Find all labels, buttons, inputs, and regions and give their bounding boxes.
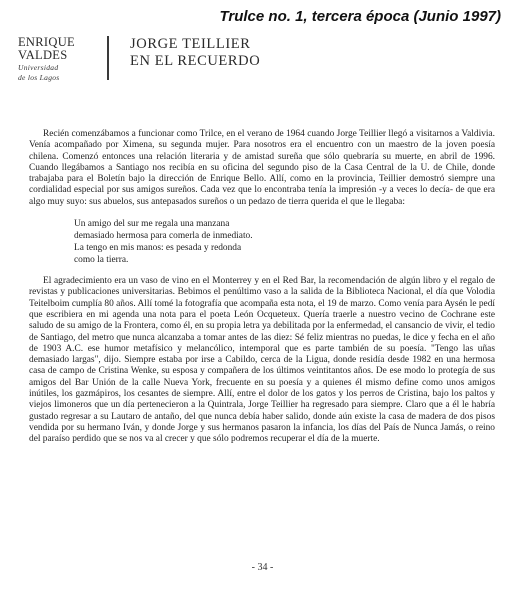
author-affiliation-line2: de los Lagos — [18, 73, 60, 82]
article-title — [130, 36, 260, 70]
verse-line-2: demasiado hermosa para comerla de inmediato. — [74, 231, 253, 242]
page-number: - 34 - — [251, 562, 274, 573]
article-header — [18, 36, 508, 96]
paragraph-2: El agradecimiento era un vaso de vino en el Monterrey y en el Red Bar, la recomendación de algún libro y el regalo de revistas y publicaciones universitarias. Bebimos el penúltimo vaso a la salida de la Biblioteca Nacional, el día que Volodia Teitelboim cumplía 80 años. Allí tomé la fotografía que acompaña esta nota, el 19 de marzo. Como venía para Aysén le pedí que escribiera en mi agenda una nota para el poeta León Ocqueteux. Quería traerle a nuestro vecino de Cochrane este saludo de su amigo de la Frontera, como él, en su propia letra ya debilitada por la enfermedad, el cansancio de vivir, el tedio de Santiago, del metro que nunca alcanzaba a tomar antes de las diez: Sé feliz mientras no puedas, le dice y fecha en el año de 1903 A.C. ese humor metafísico y melancólico, intemporal que es parte también de su poesía. "Tengo las uñas demasiado largas", dijo. Siempre estaba por irse a Cabildo, cerca de la Ligua, donde residía desde 1982 en una hermosa casa de campo de Cristina Wenke, su esposa y compañera de los últimos veintitantos años. De ese modo lo protegía de sus amigos del Bar Unión de la calle Nueva York, frecuente en su poesía y a quienes él mismo define como unos amigos inútiles, los gazmápiros, los cesantes de siempre. Allí, entre el dolor de los gatos y los perros de Cristina, bajo los paltos y viejos limoneros que un día pertenecieron a la Quintrala, Jorge Teillier ha regresado para siempre. Claro que a él le habría gustado regresar a su Lautaro de antaño, del que nunca debía haber salido, donde aún existe la casa de madera de dos pisos vendida por su hermano Iván, y donde Jorge y sus hermanos pasaron la infancia, los días del País de Nunca Jamás, o reino del paraíso perdido que se nos va al crecer y que sólo podremos recuperar el día de la muerte. — [29, 276, 495, 445]
author-affiliation-line1: Universidad — [18, 63, 59, 72]
poem-quote — [74, 218, 495, 266]
verse-line-4: como la tierra. — [74, 255, 129, 266]
paragraph-1: Recién comenzábamos a funcionar como Trilce, en el verano de 1964 cuando Jorge Teillier llegó a visitarnos a Valdivia. Venía acompañado por Ximena, su segunda mujer. Para nosotros era el encuentro con un maestro de la joven poesía chilena. Comenzó entonces una relación literaria y de amistad sureña que sólo quebraría su muerte, en abril de 1996. Cuando llegábamos a Santiago nos recibía en su oficina del segundo piso de la Casa Central de la U. de Chile, donde trabajaba para el Boletín bajo la dirección de Enrique Bello. Allí, como en la provincia, Teillier demostró siempre una cordialidad especial por sus amigos sureños. Cada vez que lo encontraba tenía la impresión -y a veces lo decía- de que era algo muy suyo: sus abuelos, sus antepasados sureños o un pedazo de tierra querida el que le llegaba: — [29, 129, 495, 207]
title-line-2: EN EL RECUERDO — [130, 53, 261, 69]
title-line-1: JORGE TEILLIER — [130, 36, 251, 52]
header-divider — [107, 36, 109, 80]
verse-line-1: Un amigo del sur me regala una manzana — [74, 219, 230, 230]
article-body — [29, 129, 495, 446]
journal-reference: Trulce no. 1, tercera época (Junio 1997) — [219, 8, 501, 25]
author-block — [18, 36, 90, 82]
author-first-name: ENRIQUE — [18, 35, 75, 49]
author-last-name: VALDES — [18, 48, 68, 62]
verse-line-3: La tengo en mis manos: es pesada y redonda — [74, 243, 242, 254]
